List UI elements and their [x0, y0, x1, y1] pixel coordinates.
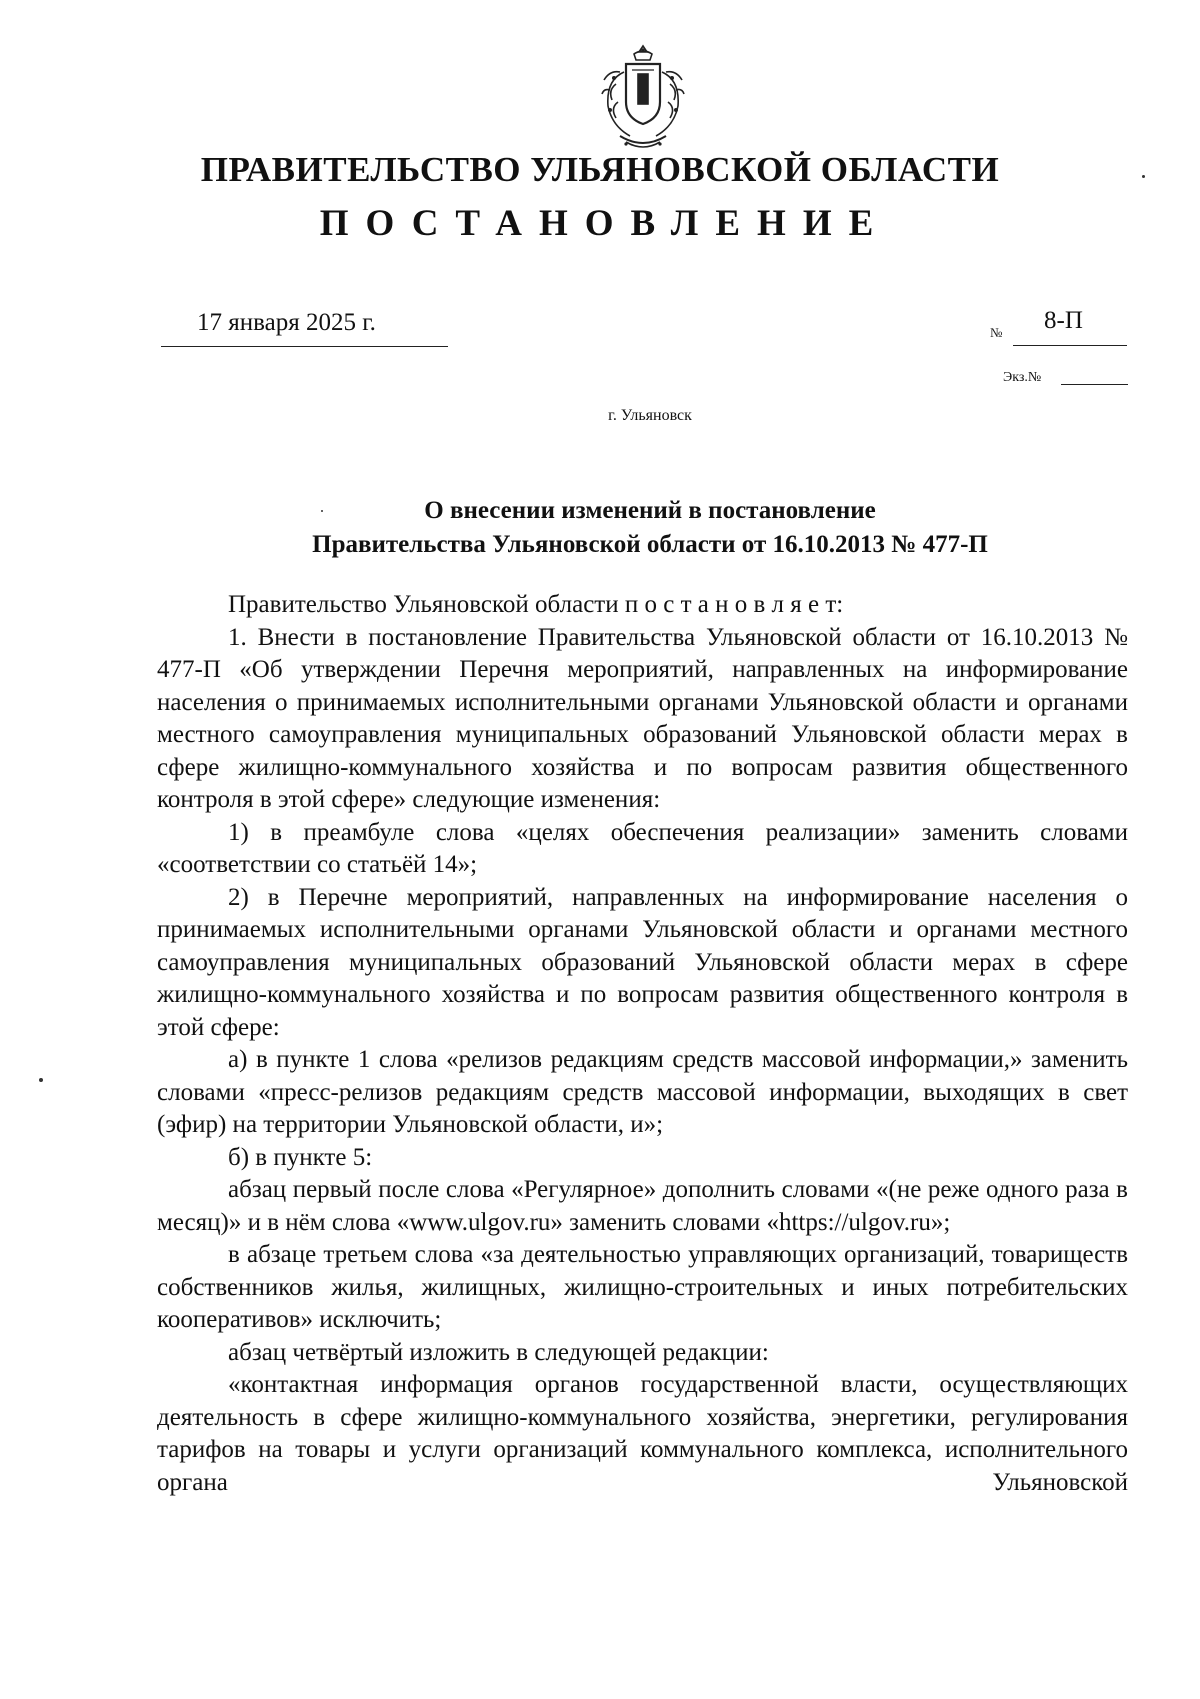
- scan-speck: [321, 510, 323, 512]
- body-paragraph: 1) в преамбуле слова «целях обеспечения реализации» заменить словами «соответствии со статьёй 14»;: [157, 818, 1128, 878]
- scan-speck: [39, 1078, 43, 1082]
- subject-line: О внесении изменений в постановление: [424, 497, 876, 524]
- document-date: 17 января 2025 г.: [197, 309, 376, 336]
- body-paragraph: 1. Внести в постановление Правительства Ульяновской области от 16.10.2013 № 477-П «Об утверждении Перечня мероприятий, направленных на информирование населения о принимаемых исполнительными органами Ульяновской области и органами местного самоуправления муниципальных образований Ульяновской области мерах в сфере жилищно-коммунального хозяйства и по вопросам развития общественного контроля в этой сфере» следующие изменения:: [157, 623, 1128, 813]
- coat-of-arms-emblem-icon: [596, 44, 690, 156]
- copy-number-label: Экз.№: [1003, 370, 1042, 385]
- city-name: г. Ульяновск: [608, 407, 692, 424]
- body-paragraph: абзац четвёртый изложить в следующей редакции:: [228, 1338, 769, 1366]
- government-title: ПРАВИТЕЛЬСТВО УЛЬЯНОВСКОЙ ОБЛАСТИ: [200, 150, 1000, 189]
- document-type-title: ПОСТАНОВЛЕНИЕ: [319, 203, 891, 244]
- document-subject: [240, 494, 1060, 562]
- document-number: 8-П: [1044, 307, 1083, 334]
- copy-number-underline: [1061, 384, 1128, 385]
- scan-speck: [1142, 175, 1145, 178]
- body-paragraph: в абзаце третьем слова «за деятельностью управляющих организаций, товариществ собственников жилья, жилищных, жилищно-строительных и иных потребительских кооперативов» исключить;: [157, 1241, 1128, 1333]
- body-paragraph: «контактная информация органов государственной власти, осуществляющих деятельность в сфере жилищно-коммунального хозяйства, энергетики, регулирования тарифов на товары и услуги организаций коммунального комплекса, исполнительного органа Ульяновской: [157, 1371, 1128, 1496]
- body-paragraph: а) в пункте 1 слова «релизов редакциям средств массовой информации,» заменить словами «пресс-релизов редакциям средств массовой информации, выходящих в свет (эфир) на территории Ульяновской области, и»;: [157, 1046, 1128, 1138]
- document-body: [157, 589, 1128, 1499]
- subject-line: Правительства Ульяновской области от 16.10.2013 № 477-П: [312, 531, 988, 558]
- date-underline: [161, 346, 448, 347]
- body-paragraph: б) в пункте 5:: [228, 1143, 373, 1171]
- number-label: №: [990, 325, 1003, 340]
- body-paragraph: Правительство Ульяновской области п о с т а н о в л я е т:: [228, 591, 844, 618]
- body-paragraph: абзац первый после слова «Регулярное» дополнить словами «(не реже одного раза в месяц)» и в нём слова «www.ulgov.ru» заменить словами «https://ulgov.ru»;: [157, 1176, 1128, 1236]
- body-paragraph: 2) в Перечне мероприятий, направленных на информирование населения о принимаемых исполнительными органами Ульяновской области и органами местного самоуправления муниципальных образований Ульяновской области мерах в сфере жилищно-коммунального хозяйства и по вопросам развития общественного контроля в этой сфере:: [157, 883, 1128, 1041]
- number-underline: [1013, 345, 1127, 346]
